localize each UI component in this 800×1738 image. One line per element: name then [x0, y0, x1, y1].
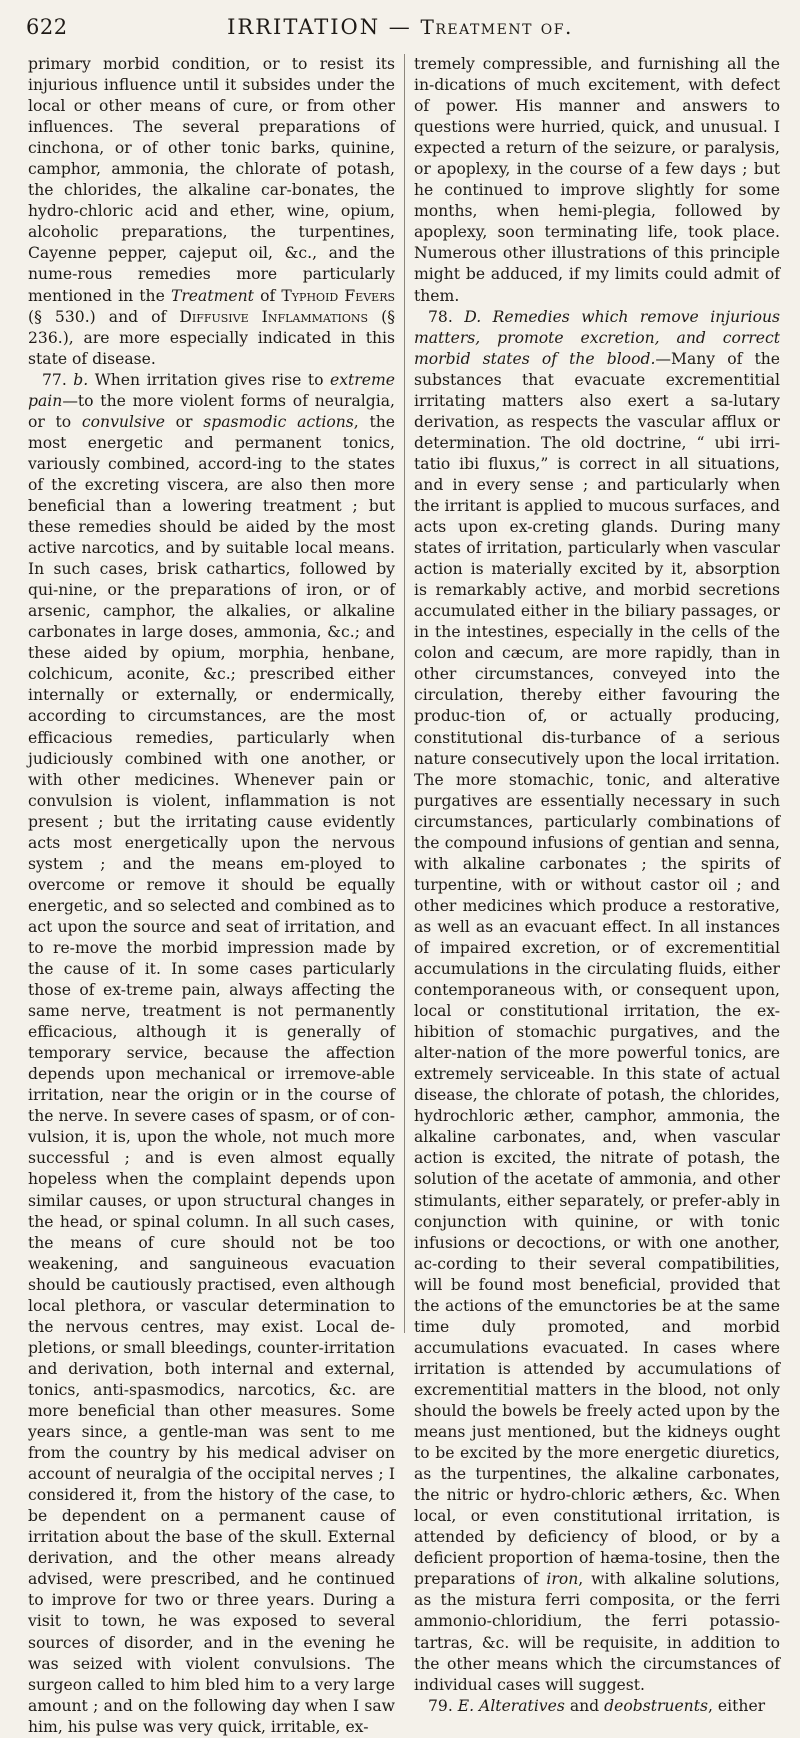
text-run: or [164, 412, 204, 431]
running-head [26, 15, 774, 39]
text-run: of [253, 286, 282, 305]
text-run: (§ 530.) and of [28, 307, 180, 326]
text-columns [28, 54, 781, 1736]
text-run: —Many of the substances that evacuate excrementitial irritating matters also exert a sa-lutary derivation, as respects the vascular afflux or determination. The old doctrine, “ ubi irri-tatio ibi fluxus,” is correct in all situations, and in every sense ; and particularly when the irritant is applied to mucous surfaces, and acts upon ex-creting glands. During many states of irritation, particularly when vascular action is materially excited by it, absorption is remarkably active, and morbid secretions accumulated either in the biliary passages, or in the intestines, especially in the cells of the colon and cæcum, are more rapidly, than in other circumstances, conveyed into the circulation, thereby either favouring the produc-tion of, or actually producing, constitutional dis-turbance of a serious nature consecutively upon the local irritation. The more stomachic, tonic, and alterative purgatives are essentially necessary in such circumstances, particularly combinations of the compound infusions of gentian and senna, with alkaline carbonates ; the spirits of turpentine, with or without castor oil ; and other medicines which produce a restorative, as well as an evacuant effect. In all instances of impaired excretion, or of excrementitial accumulations in the circulating fluids, either contemporaneous with, or consequent upon, local or constitutional irritation, the ex-hibition of stomachic purgatives, and the alter-nation of the more powerful tonics, are extremely serviceable. In this state of actual disease, the chlorate of potash, the chlorides, hydrochloric æther, camphor, ammonia, the alkaline carbonates, and, when vascular action is excited, the nitrate of potash, the solution of the acetate of ammonia, and other stimulants, either separately, or prefer-ably in conjunction with quinine, or with tonic infusions or decoctions, or with one another, ac-cording to their several compatibilities, will be found most beneficial, provided that the actions of the emunctories be at the same time duly promoted, and morbid accumulations evacuated. In cases where irritation is attended by accumulations of excrementitial matters in the blood, not only should the bowels be freely acted upon by the means just mentioned, but the kidneys ought to be excited by the more energetic diuretics, as the turpentines, the alkaline carbonates, the nitric or hydro-chloric æthers, &c. When local, or even constitutional irritation, is attended by deficiency of blood, or by a deficient proportion of hæma-tosine, then the preparations of [414, 349, 780, 1589]
text-run-italic: deobstruents [604, 1696, 708, 1715]
running-head-sub: Treatment of. [420, 15, 573, 39]
text-run-smallcaps: Typhoid Fevers [281, 286, 396, 305]
text-run: primary morbid condition, or to resist its injurious influence until it subsides under the local or other means of cure, or from other influences. The several preparations of cinchona, or of other tonic barks, quinine, camphor, ammonia, the chlorate of potash, the chlorides, the alkaline car-bonates, the hydro-chloric acid and ether, wine, opium, alcoholic preparations, the turpentines, Cayenne pepper, cajeput oil, &c., and the nume-rous remedies more particularly mentioned in the [28, 55, 395, 305]
paragraph-77 [28, 370, 395, 1738]
paragraph-continued: tremely compressible, and furnishing all the in-dications of much excitement, with defect of power. His manner and answers to questions were hurried, quick, and unusual. I expected a return of the seizure, or paralysis, or apoplexy, in the course of a few days ; but he continued to improve slightly for some months, when hemi-plegia, followed by apoplexy, soon terminating life, took place. Numerous other illustrations of this principle might be adduced, if my limits could admit of them. [414, 55, 780, 305]
text-run-italic: E. Alteratives [457, 1696, 565, 1715]
text-run-italic: iron [546, 1570, 579, 1589]
section-number: 77. [42, 370, 74, 389]
text-run: , the most energetic and permanent tonics, variously combined, accord-ing to the states of the excreting viscera, are also then more beneficial than a lowering treatment ; but these remedies should be aided by the most active narcotics, and by suitable local means. In such cases, brisk cathartics, followed by qui-nine, or the preparations of iron, or of arsenic, camphor, the alkalies, or alkaline carbonates in large doses, ammonia, &c.; and these aided by opium, morphia, henbane, colchicum, aconite, &c.; prescribed either internally or externally, or endermically, according to circumstances, are the most efficacious remedies, particularly when judiciously combined with one another, or with other medicines. Whenever pain or convulsion is violent, inflammation is not present ; but the irritating cause evidently acts most energetically upon the nervous system ; and the means em-ployed to overcome or remove it should be equally energetic, and so selected and combined as to act upon the source and seat of irritation, and to re-move the morbid impression made by the cause of it. In some cases particularly those of ex-treme pain, always affecting the same nerve, treatment is not permanently efficacious, although it is generally of temporary service, because the affection depends upon mechanical or irremove-able irritation, near the origin or in the course of the nerve. In severe cases of spasm, or of con-vulsion, it is, upon the whole, not much more successful ; and is even almost equally hopeless when the complaint depends upon similar causes, or upon structural changes in the head, or spinal column. In all such cases, the means of cure should not be too weakening, and sanguineous evacuation should be cautiously practised, even although local plethora, or vascular determination to the nervous centres, may exist. Local de-pletions, or small bleedings, counter-irritation and derivation, both internal and external, tonics, anti-spasmodics, narcotics, &c. are more beneficial than other measures. Some years since, a gentle-man was sent to me from the country by his medical adviser on account of neuralgia of the occipital nerves ; I considered it, from the history of the case, to be dependent on a permanent cause of irritation about the base of the skull. External derivation, and the other means already advised, were prescribed, and he continued to improve for two or three years. During a visit to town, he was exposed to several sources of disorder, and in the evening he was seized with violent convulsions. The surgeon called to him bled him to a very large amount ; and on the following day when I saw him, his pulse was very quick, irritable, ex- [28, 412, 395, 1736]
text-run-italic: D. Remedies which remove injurious matters, promote excretion, and correct morbid states of the blood. [414, 307, 781, 368]
section-number: 78. [428, 307, 465, 326]
page-header [26, 12, 774, 46]
text-run-smallcaps: Diffusive Inflammations [179, 307, 369, 326]
text-run: (§ 236.), are more especially indicated in this state of disease. [28, 307, 395, 368]
paragraph-78 [414, 307, 780, 1696]
text-run: —to the more violent forms of neuralgia, or to [28, 391, 395, 431]
text-run: , either [708, 1696, 766, 1715]
section-number: 79. [428, 1696, 458, 1715]
running-head-main: IRRITATION — [227, 15, 412, 39]
text-run-italic: Treatment [170, 286, 254, 305]
page-number: 622 [26, 15, 68, 39]
text-run: , with alkaline solutions, as the mistura ferri composita, or the ferri ammonio-chloridium, the ferri potassio-tartras, &c. will be requisite, in addition to the other means which the circumstances of individual cases will suggest. [414, 1570, 780, 1694]
text-run-italic: b. [73, 370, 89, 389]
text-run-italic: spasmodic actions [203, 412, 354, 431]
paragraph-continued [28, 54, 395, 370]
left-column [28, 54, 404, 1736]
text-run: When irritation gives rise to [88, 370, 330, 389]
text-run: and [564, 1696, 605, 1715]
text-run-italic: convulsive [81, 412, 165, 431]
paragraph-79 [414, 1696, 780, 1717]
right-column [404, 54, 781, 1715]
text-run-italic: extreme pain [28, 370, 395, 410]
